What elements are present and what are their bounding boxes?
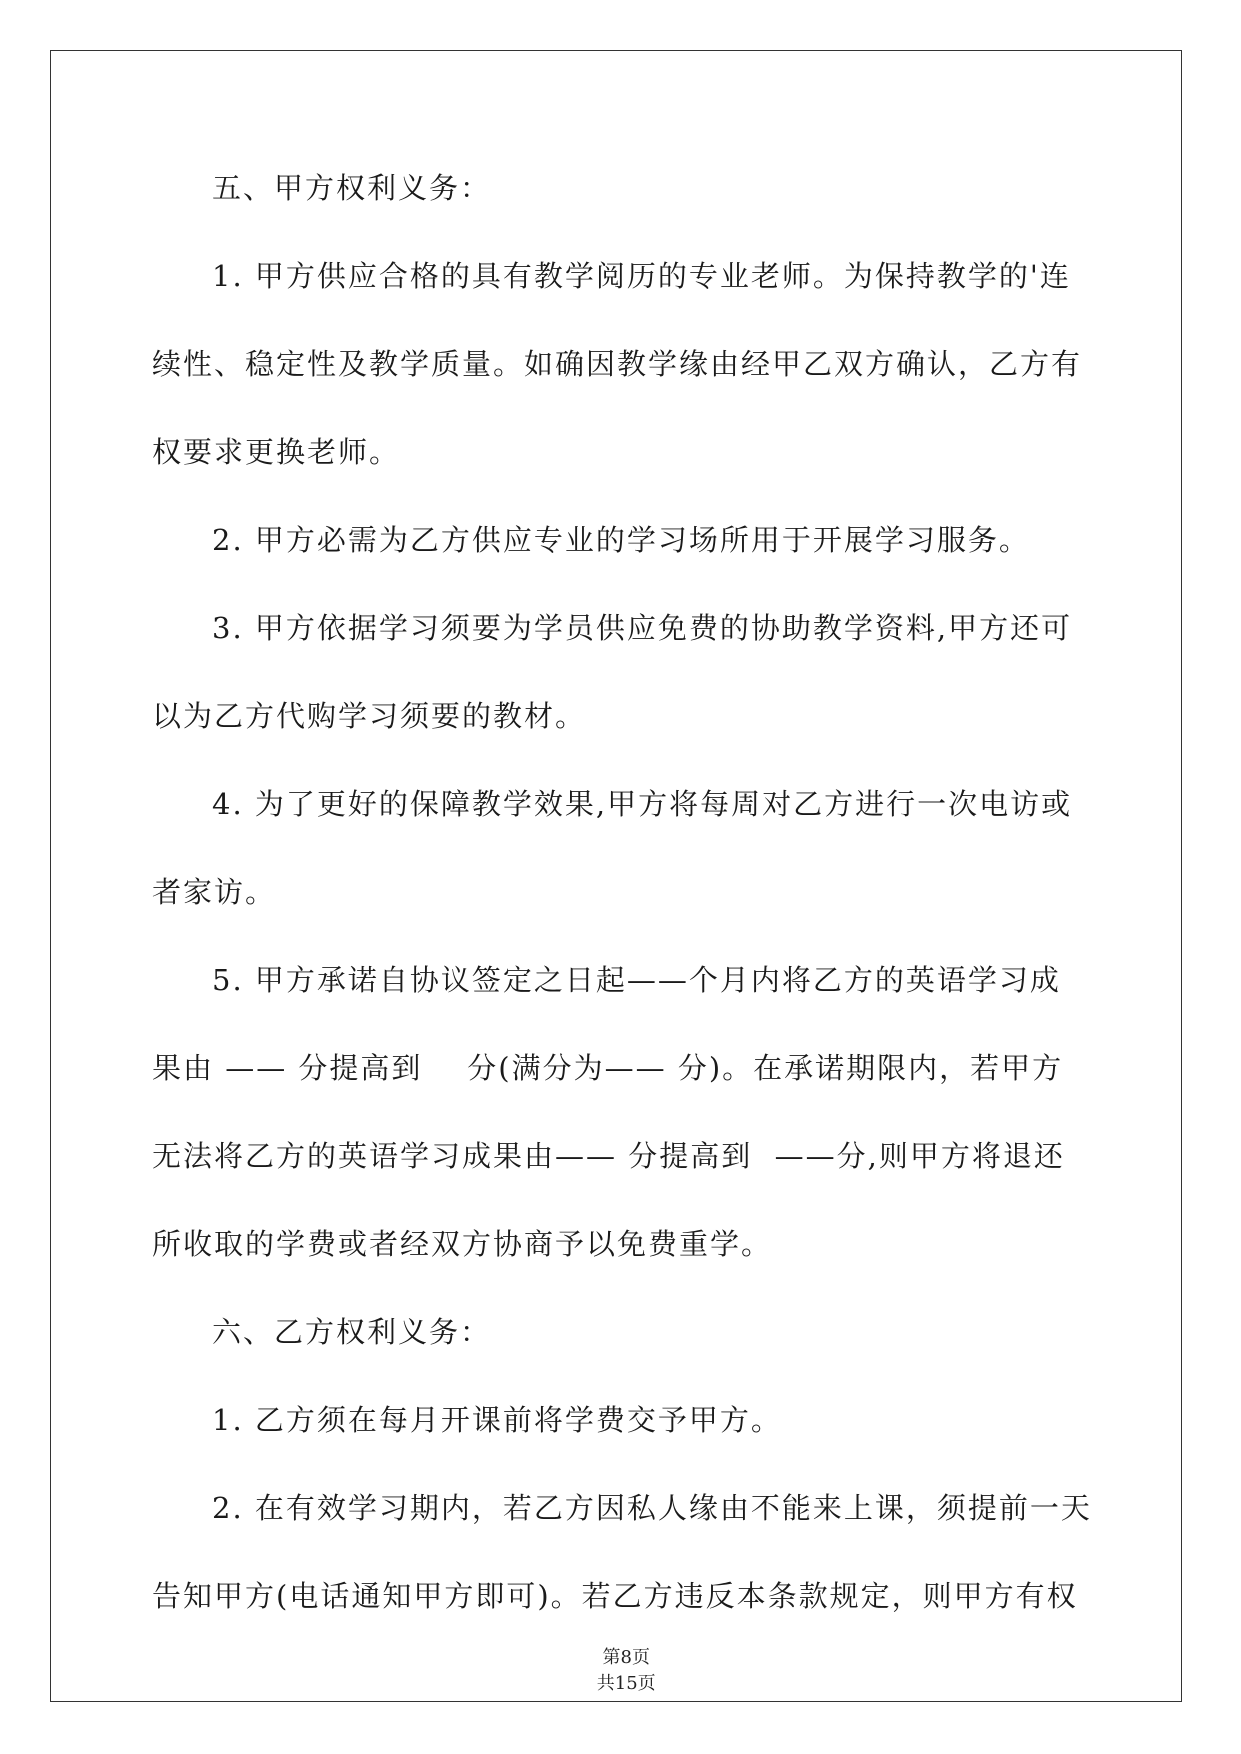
section-heading: 六、乙方权利义务：: [212, 1315, 492, 1349]
paragraph-line: 2. 甲方必需为乙方供应专业的学习场所用于开展学习服务。: [212, 523, 1030, 557]
paragraph-line: 3. 甲方依据学习须要为学员供应免费的协助教学资料,甲方还可: [212, 611, 1073, 645]
paragraph-line: 1. 乙方须在每月开课前将学费交予甲方。: [212, 1403, 782, 1437]
section-heading: 五、甲方权利义务：: [212, 171, 492, 205]
paragraph-line: 果由 —— 分提高到 分(满分为—— 分)。在承诺期限内，若甲方: [152, 1051, 1064, 1085]
paragraph-line: 以为乙方代购学习须要的教材。: [152, 699, 587, 733]
paragraph-line: 1. 甲方供应合格的具有教学阅历的专业老师。为保持教学的'连: [212, 259, 1071, 293]
paragraph-line: 告知甲方(电话通知甲方即可)。若乙方违反本条款规定，则甲方有权: [152, 1579, 1078, 1613]
page-number: 第8页: [602, 1647, 650, 1668]
page-footer: [0, 1622, 1241, 1695]
paragraph-line: 2. 在有效学习期内，若乙方因私人缘由不能来上课，须提前一天: [212, 1491, 1092, 1525]
paragraph-line: 续性、稳定性及教学质量。如确因教学缘由经甲乙双方确认，乙方有: [152, 347, 1083, 381]
paragraph-line: 5. 甲方承诺自协议签定之日起——个月内将乙方的英语学习成: [212, 963, 1061, 997]
page-total: 共15页: [596, 1673, 656, 1694]
paragraph-line: 4. 为了更好的保障教学效果,甲方将每周对乙方进行一次电访或: [212, 787, 1073, 821]
paragraph-line: 权要求更换老师。: [152, 435, 401, 469]
paragraph-line: 无法将乙方的英语学习成果由—— 分提高到 ——分,则甲方将退还: [152, 1139, 1065, 1173]
paragraph-line: 所收取的学费或者经双方协商予以免费重学。: [152, 1227, 773, 1261]
document-body: [152, 160, 1092, 1656]
paragraph-line: 者家访。: [152, 875, 277, 909]
